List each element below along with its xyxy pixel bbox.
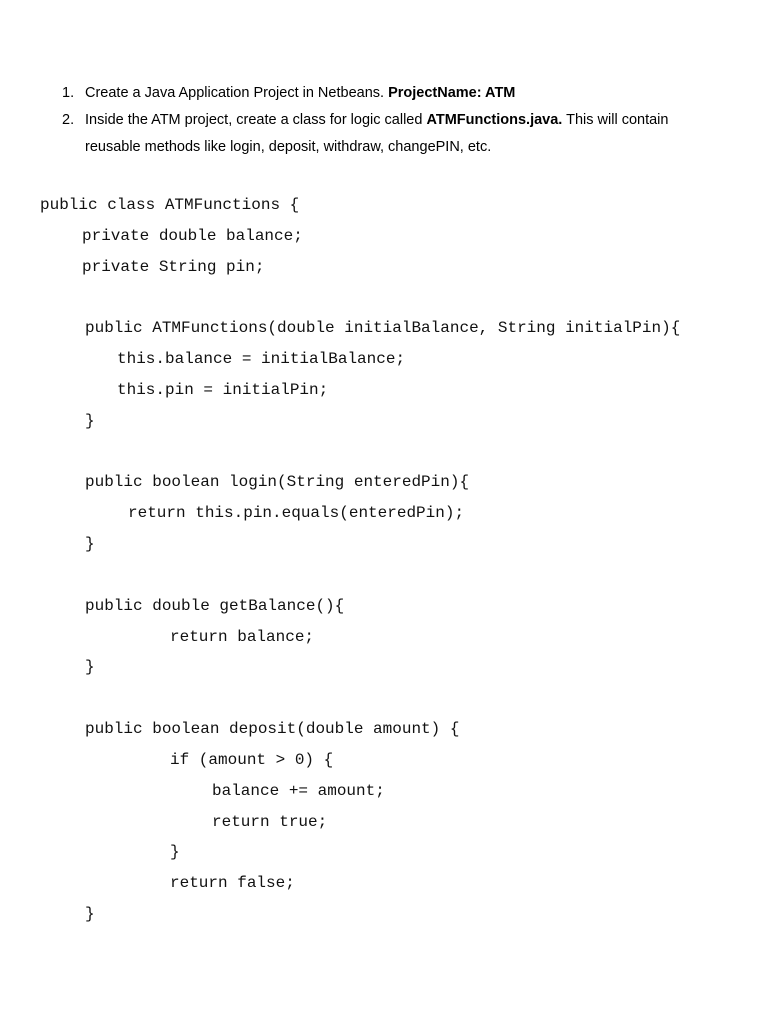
step-text-plain: Inside the ATM project, create a class for logic called (85, 112, 427, 128)
code-line: this.balance = initialBalance; (117, 350, 406, 368)
code-line: public boolean deposit(double amount) { (85, 720, 460, 738)
code-line: public ATMFunctions(double initialBalance, String initialPin){ (85, 319, 681, 337)
code-line: return balance; (170, 628, 315, 646)
code-line: balance += amount; (212, 782, 385, 800)
code-line: } (85, 905, 95, 923)
code-line: } (85, 412, 95, 430)
instruction-step-1 (62, 80, 722, 107)
step-number: 1. (62, 85, 75, 101)
project-name: ProjectName: ATM (388, 85, 516, 101)
step-text (85, 80, 722, 107)
instruction-step-2 (62, 107, 722, 161)
step-text-after: This will contain reusable methods like login, deposit, withdraw, changePIN, etc. (85, 112, 669, 155)
code-line: } (85, 535, 95, 553)
code-line: private double balance; (82, 227, 303, 245)
code-line: return this.pin.equals(enteredPin); (128, 504, 465, 522)
code-line: public boolean login(String enteredPin){ (85, 473, 470, 491)
code-line: return true; (212, 813, 328, 831)
code-line: public double getBalance(){ (85, 597, 345, 615)
code-line: } (85, 658, 95, 676)
code-line: public class ATMFunctions { (40, 196, 300, 214)
class-file-name: ATMFunctions.java. (426, 112, 563, 128)
code-line: return false; (170, 874, 295, 892)
code-line: if (amount > 0) { (170, 751, 334, 769)
step-number: 2. (62, 112, 75, 128)
code-line: } (170, 843, 180, 861)
code-line: this.pin = initialPin; (117, 381, 329, 399)
step-text-plain: Create a Java Application Project in Netbeans. (85, 85, 389, 101)
code-line: private String pin; (82, 258, 265, 276)
step-text (85, 107, 722, 161)
